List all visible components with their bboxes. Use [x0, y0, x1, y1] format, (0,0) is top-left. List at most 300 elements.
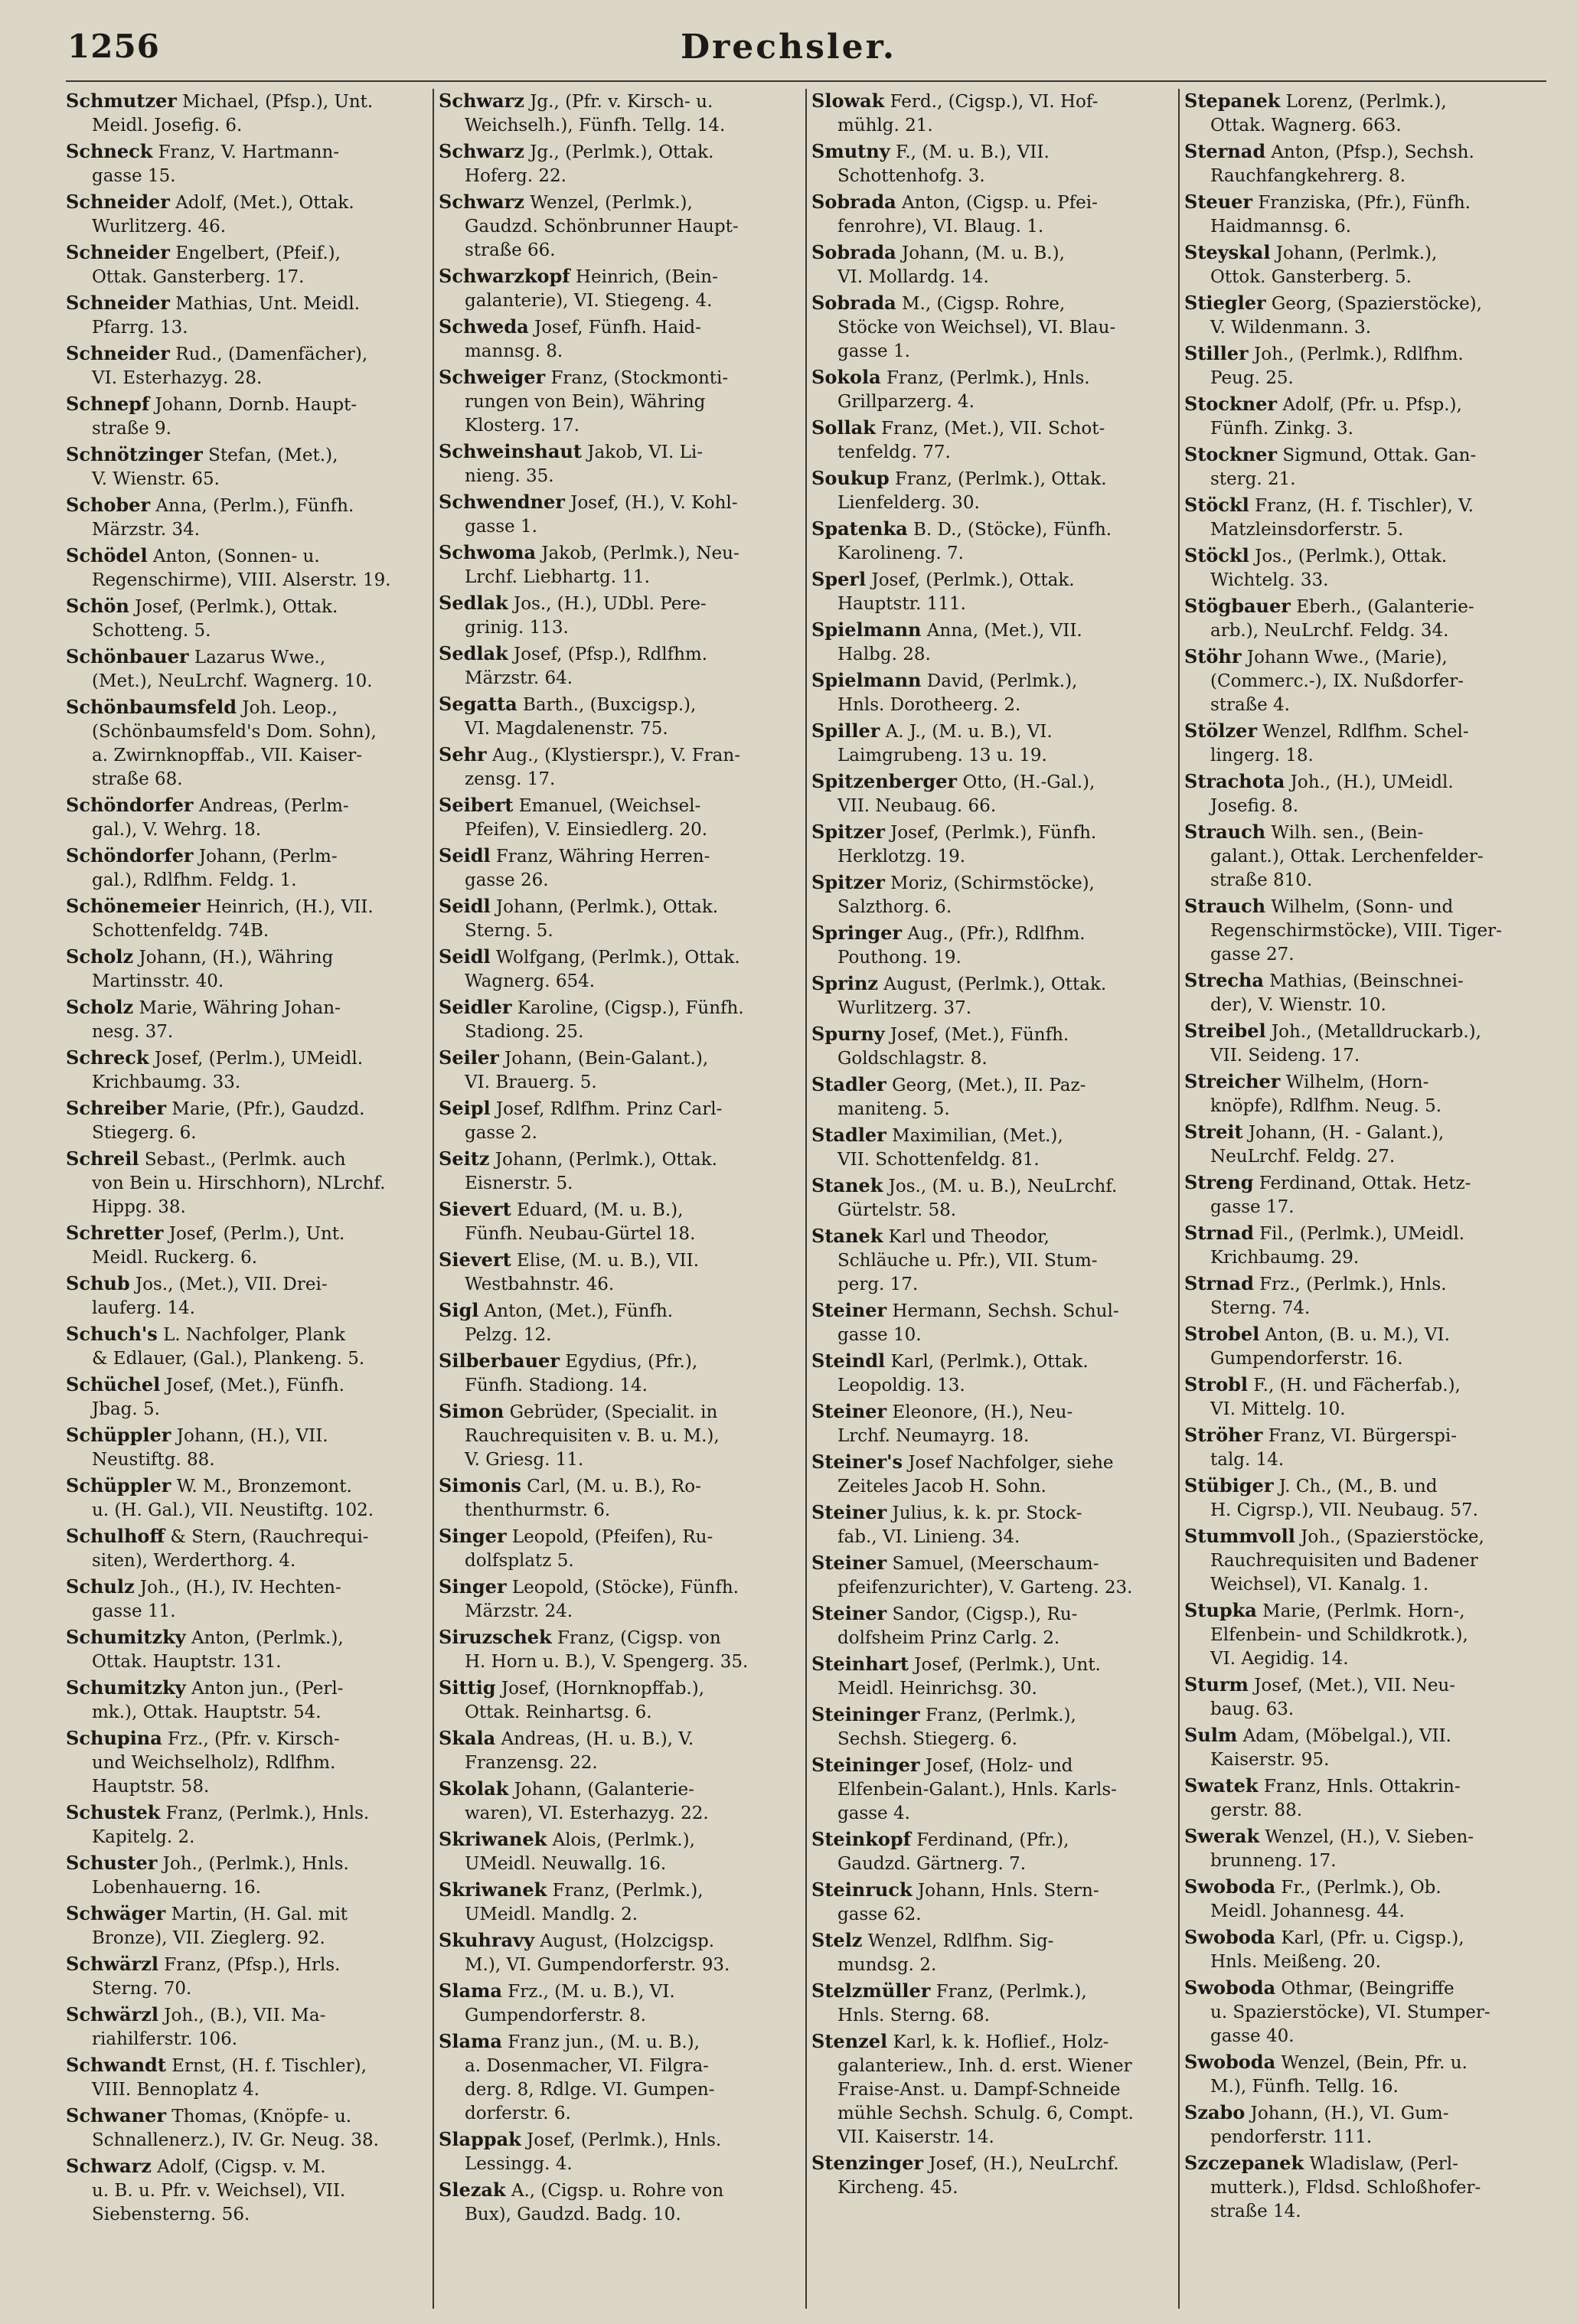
entry-details: Wenzel, (H.), V. Sieben- brunneng. 17.: [1210, 1827, 1474, 1871]
directory-entry: [439, 1827, 800, 1876]
entry-surname: Stöckl: [1184, 544, 1249, 566]
entry-surname: Schödel: [66, 544, 148, 566]
entry-surname: Swoboda: [1184, 1976, 1276, 1999]
entry-details: Franz, (Perlmk.), Hnls. Kapitelg. 2.: [92, 1803, 370, 1847]
entry-details: Johann, (Perlmk.), Ottak. Eisnerstr. 5.: [465, 1150, 717, 1193]
header-rule: [66, 80, 1546, 82]
directory-entry: [811, 1022, 1173, 1071]
directory-entry: [811, 2151, 1173, 2200]
directory-entry: [811, 1551, 1173, 1600]
entry-surname: Schwarz: [439, 140, 524, 162]
directory-entry: [811, 190, 1173, 239]
entry-surname: Seidl: [439, 895, 491, 917]
entry-surname: Segatta: [439, 693, 518, 715]
entry-details: Franz, V. Hartmann- gasse 15.: [92, 142, 340, 186]
directory-entry: [439, 2029, 800, 2126]
directory-entry: [66, 2053, 427, 2102]
directory-entry: [1184, 139, 1546, 188]
entry-details: F., (H. und Fächerfab.), VI. Mittelg. 10.: [1210, 1376, 1461, 1419]
entry-details: M., (Cigsp. Rohre, Stöcke von Weichsel), VI. Blau- gasse 1.: [837, 294, 1116, 361]
entry-details: Johann, (H. - Galant.), NeuLrchf. Feldg. 27.: [1210, 1123, 1445, 1167]
entry-details: Anton, (Perlmk.), Ottak. Hauptstr. 131.: [92, 1628, 344, 1672]
directory-entry: [439, 995, 800, 1044]
directory-entry: [66, 2154, 427, 2227]
directory-entry: [66, 1373, 427, 1421]
entry-surname: Ströher: [1184, 1424, 1263, 1446]
entry-details: Jos., (M. u. B.), NeuLrchf. Gürtelstr. 58.: [837, 1177, 1118, 1220]
directory-entry: [1184, 1069, 1546, 1118]
entry-surname: Steinruck: [811, 1878, 913, 1901]
entry-details: Joh., (H.), IV. Hechten- gasse 11.: [92, 1578, 341, 1621]
directory-entry: [66, 1322, 427, 1371]
entry-surname: Szabo: [1184, 2101, 1246, 2123]
directory-entry: [811, 240, 1173, 289]
directory-entry: [811, 1928, 1173, 1977]
entry-details: Rud., (Damenfächer), VI. Esterhazyg. 28.: [92, 344, 368, 388]
entry-details: Hermann, Sechsh. Schul- gasse 10.: [837, 1301, 1119, 1345]
entry-surname: Steiner: [811, 1602, 887, 1624]
entry-surname: Singer: [439, 1525, 507, 1547]
entry-surname: Soukup: [811, 467, 890, 489]
entry-details: Ferdinand, (Pfr.), Gaudzd. Gärtnerg. 7.: [837, 1830, 1069, 1874]
entry-details: A. J., (M. u. B.), VI. Laimgrubeng. 13 u. 19.: [837, 722, 1053, 765]
entry-surname: Simonis: [439, 1474, 521, 1497]
entry-details: Maximilian, (Met.), VII. Schottenfeldg. 81.: [837, 1126, 1063, 1170]
entry-surname: Schwendner: [439, 491, 565, 513]
directory-entry: [66, 392, 427, 441]
entry-surname: Sobrada: [811, 292, 896, 314]
entry-surname: Skolak: [439, 1777, 509, 1800]
entry-surname: Skriwanek: [439, 1878, 547, 1901]
directory-entry: [439, 264, 800, 313]
entry-details: Wenzel, (Bein, Pfr. u. M.), Fünfh. Tellg. 16.: [1210, 2053, 1468, 2097]
directory-entry: [66, 645, 427, 694]
entry-details: Wilhelm, (Horn- knöpfe), Rdlfhm. Neug. 5.: [1210, 1072, 1442, 1116]
directory-entry: [1184, 1524, 1546, 1597]
entry-details: Michael, (Pfsp.), Unt. Meidl. Josefig. 6.: [92, 92, 374, 135]
entry-surname: Spitzer: [811, 821, 885, 843]
entry-details: Jakob, (Perlmk.), Neu- Lrchf. Liebhartg. 11.: [465, 543, 740, 587]
entry-surname: Schöndorfer: [66, 844, 194, 867]
entry-details: Adam, (Möbelgal.), VII. Kaiserstr. 95.: [1210, 1726, 1451, 1770]
directory-entry: [439, 540, 800, 589]
entry-surname: Schumitzky: [66, 1676, 186, 1699]
entry-details: Karl, (Pfr. u. Cigsp.), Hnls. Meißeng. 20.: [1210, 1928, 1464, 1972]
entry-details: Ferdinand, Ottak. Hetz- gasse 17.: [1210, 1173, 1471, 1217]
entry-details: Adolf, (Met.), Ottak. Wurlitzerg. 46.: [92, 193, 354, 237]
entry-details: Lazarus Wwe., (Met.), NeuLrchf. Wagnerg. 10.: [92, 648, 373, 691]
entry-details: Fil., (Perlmk.), UMeidl. Krichbaumg. 29.: [1210, 1224, 1465, 1268]
directory-entry: [811, 1450, 1173, 1499]
directory-entry: [66, 1952, 427, 2001]
entry-surname: Sprinz: [811, 972, 878, 994]
directory-entry: [1184, 1824, 1546, 1873]
entry-details: Johann, (Bein-Galant.), VI. Brauerg. 5.: [465, 1049, 709, 1092]
entry-surname: Seidl: [439, 945, 491, 968]
entry-details: Karl, (Perlmk.), Ottak. Leopoldig. 13.: [837, 1352, 1089, 1395]
directory-entry: [1184, 1598, 1546, 1671]
directory-entry: [439, 1928, 800, 1977]
entry-surname: Skala: [439, 1727, 496, 1749]
entry-surname: Stenzel: [811, 2030, 888, 2052]
entry-details: Franz, (Cigsp. von H. Horn u. B.), V. Spengerg. 35.: [465, 1628, 749, 1672]
directory-entry: [1184, 392, 1546, 441]
entry-details: Jg., (Pfr. v. Kirsch- u. Weichselh.), Fünfh. Tellg. 14.: [465, 92, 726, 135]
column-3: [811, 89, 1173, 2202]
entry-surname: Sobrada: [811, 191, 896, 213]
entry-details: Josef, (Met.), Fünfh. Jbag. 5.: [92, 1376, 344, 1419]
entry-details: Joh., (Perlmk.), Hnls. Lobenhauerng. 16.: [92, 1854, 349, 1898]
entry-details: Josef, (Perlmk.), Ottak. Hauptstr. 111.: [837, 570, 1075, 614]
entry-surname: Sedlak: [439, 642, 508, 664]
entry-surname: Spielmann: [811, 669, 922, 691]
entry-surname: Schweinshaut: [439, 440, 582, 462]
directory-entry: [1184, 894, 1546, 967]
entry-surname: Seidl: [439, 844, 491, 867]
entry-details: Anton, (B. u. M.), VI. Gumpendorferstr. 16.: [1210, 1325, 1450, 1369]
entry-details: Josef, (Hornknopffab.), Ottak. Reinhartsg. 6.: [465, 1679, 705, 1722]
entry-details: Karl und Theodor, Schläuche u. Pfr.), VII. Stum- perg. 17.: [837, 1227, 1098, 1294]
entry-details: Martin, (H. Gal. mit Bronze), VII. Zieglerg. 92.: [92, 1905, 348, 1948]
directory-entry: [1184, 2151, 1546, 2224]
entry-surname: Schweiger: [439, 366, 546, 388]
entry-surname: Steyskal: [1184, 241, 1271, 263]
entry-surname: Strobel: [1184, 1323, 1260, 1345]
directory-entry: [1184, 89, 1546, 138]
directory-entry: [811, 1702, 1173, 1751]
directory-entry: [66, 1726, 427, 1799]
entry-surname: Schwarz: [66, 2155, 152, 2177]
entry-details: Jos., (H.), UDbl. Pere- grinig. 113.: [465, 594, 707, 638]
entry-details: Anna, (Perlm.), Fünfh. Märzstr. 34.: [92, 496, 354, 540]
entry-surname: Schneider: [66, 241, 170, 263]
entry-surname: Sehr: [439, 743, 487, 765]
directory-entry: [66, 1046, 427, 1095]
entry-surname: Sollak: [811, 416, 876, 439]
entry-details: Johann, (M. u. B.), VI. Mollardg. 14.: [837, 243, 1065, 287]
entry-details: Franz, (Pfsp.), Hrls. Sterng. 70.: [92, 1955, 341, 1999]
entry-details: Josef, Rdlfhm. Prinz Carl- gasse 2.: [465, 1099, 723, 1143]
entry-surname: Steinkopf: [811, 1828, 911, 1850]
directory-entry: [1184, 1373, 1546, 1421]
entry-details: Ernst, (H. f. Tischler), VIII. Bennoplatz 4.: [92, 2056, 367, 2100]
page-title: Drechsler.: [680, 28, 897, 67]
entry-surname: Sigl: [439, 1299, 479, 1321]
directory-entry: [811, 668, 1173, 717]
directory-entry: [1184, 2050, 1546, 2099]
directory-entry: [811, 291, 1173, 364]
entry-details: Joh., (B.), VII. Ma- riahilferstr. 106.: [92, 2006, 326, 2049]
entry-surname: Stummvoll: [1184, 1525, 1295, 1547]
entry-details: Wladislaw, (Perl- mutterk.), Fldsd. Schloßhofer- straße 14.: [1210, 2154, 1481, 2221]
entry-details: Franz, (Perlmk.), Sechsh. Stiegerg. 6.: [837, 1705, 1076, 1749]
entry-details: Johann, (H.), VI. Gum- pendorferstr. 111.: [1210, 2104, 1449, 2147]
directory-entry: [1184, 1723, 1546, 1772]
column-divider: [1178, 89, 1180, 2309]
entry-details: Anton, (Met.), Fünfh. Pelzg. 12.: [465, 1301, 674, 1345]
entry-surname: Strachota: [1184, 770, 1285, 792]
directory-entry: [439, 1349, 800, 1398]
directory-entry: [439, 1147, 800, 1196]
entry-surname: Stepanek: [1184, 90, 1281, 112]
entry-surname: Schwärzl: [66, 1953, 158, 1975]
entry-surname: Streit: [1184, 1121, 1243, 1143]
entry-surname: Streibel: [1184, 1020, 1266, 1042]
entry-surname: Schwäger: [66, 1902, 166, 1924]
directory-entry: [811, 517, 1173, 566]
entry-surname: Scholz: [66, 945, 134, 968]
entry-surname: Singer: [439, 1575, 507, 1598]
entry-details: Engelbert, (Pfeif.), Ottak. Gansterberg. 17.: [92, 243, 341, 287]
directory-entry: [1184, 341, 1546, 390]
directory-entry: [1184, 1120, 1546, 1169]
entry-surname: Schüppler: [66, 1424, 171, 1446]
entry-surname: Seitz: [439, 1147, 490, 1170]
entry-surname: Slama: [439, 1980, 502, 2002]
directory-entry: [1184, 1019, 1546, 1068]
directory-entry: [439, 490, 800, 539]
entry-surname: Schreck: [66, 1046, 149, 1069]
entry-details: Eduard, (M. u. B.), Fünfh. Neubau-Gürtel 18.: [465, 1200, 696, 1244]
directory-entry: [66, 1625, 427, 1674]
entry-details: Heinrich, (Bein- galanterie), VI. Stiegeng. 4.: [465, 267, 718, 311]
entry-surname: Strauch: [1184, 895, 1266, 917]
entry-surname: Schneider: [66, 191, 170, 213]
directory-entry: [1184, 190, 1546, 239]
entry-surname: Swatek: [1184, 1774, 1259, 1797]
entry-surname: Steiner: [811, 1400, 887, 1422]
entry-details: Leopold, (Stöcke), Fünfh. Märzstr. 24.: [465, 1578, 739, 1621]
directory-entry: [811, 820, 1173, 869]
entry-details: Eberh., (Galanterie- arb.), NeuLrchf. Feldg. 34.: [1210, 597, 1474, 641]
entry-details: B. D., (Stöcke), Fünfh. Karolineng. 7.: [837, 520, 1112, 563]
directory-entry: [811, 719, 1173, 768]
directory-entry: [1184, 1925, 1546, 1974]
entry-surname: Schön: [66, 595, 129, 617]
entry-details: Joh., (Perlmk.), Rdlfhm. Peug. 25.: [1210, 344, 1464, 388]
entry-details: Fr., (Perlmk.), Ob. Meidl. Johannesg. 44.: [1210, 1878, 1442, 1921]
entry-surname: Schulhoff: [66, 1525, 165, 1547]
entry-surname: Schreil: [66, 1147, 139, 1170]
entry-surname: Stockner: [1184, 443, 1278, 465]
entry-details: Alois, (Perlmk.), UMeidl. Neuwallg. 16.: [465, 1830, 695, 1874]
entry-surname: Sperl: [811, 568, 867, 590]
directory-entry: [66, 139, 427, 188]
directory-entry: [811, 1979, 1173, 2028]
entry-surname: Swoboda: [1184, 1926, 1276, 1948]
directory-entry: [439, 1676, 800, 1725]
directory-entry: [66, 594, 427, 643]
entry-surname: Swoboda: [1184, 2051, 1276, 2073]
entry-surname: Steiner: [811, 1501, 887, 1523]
entry-details: Jos., (Perlmk.), Ottak. Wichtelg. 33.: [1210, 547, 1448, 590]
entry-surname: Schwoma: [439, 541, 537, 563]
entry-surname: Steiner's: [811, 1451, 903, 1473]
directory-entry: [1184, 240, 1546, 289]
directory-entry: [1184, 543, 1546, 592]
directory-entry: [66, 341, 427, 390]
entry-details: Franz, (Perlmk.), Ottak. Lienfelderg. 30.: [837, 469, 1107, 513]
entry-details: Joh. Leop., (Schönbaumsfeld's Dom. Sohn), a. Zwirnknopffab., VII. Kaiser- straße 68.: [92, 698, 377, 789]
directory-entry: [66, 291, 427, 340]
page-number: 1256: [67, 28, 160, 65]
entry-surname: Sulm: [1184, 1724, 1238, 1746]
entry-details: Johann, (Perlmk.), Ottak. Sterng. 5.: [465, 897, 719, 941]
entry-surname: Schwaner: [66, 2104, 166, 2127]
entry-details: J. Ch., (M., B. und H. Cigrsp.), VII. Neubaug. 57.: [1210, 1477, 1478, 1520]
entry-surname: Schwarz: [439, 191, 524, 213]
entry-surname: Seipl: [439, 1097, 491, 1119]
entry-surname: Siruzschek: [439, 1626, 552, 1648]
entry-surname: Springer: [811, 922, 903, 944]
directory-entry: [811, 1753, 1173, 1826]
directory-entry: [811, 89, 1173, 138]
entry-details: Anton, (Cigsp. u. Pfei- fenrohre), VI. Blaug. 1.: [837, 193, 1098, 237]
directory-entry: [1184, 442, 1546, 491]
directory-entry: [66, 190, 427, 239]
entry-details: Josef, (Met.), Fünfh. Goldschlagstr. 8.: [837, 1025, 1069, 1069]
directory-entry: [811, 921, 1173, 970]
entry-surname: Sturm: [1184, 1673, 1249, 1696]
entry-details: Josef, (Perlm.), Unt. Meidl. Ruckerg. 6.: [92, 1224, 345, 1268]
directory-entry: [439, 139, 800, 188]
directory-entry: [66, 2002, 427, 2051]
directory-entry: [811, 1298, 1173, 1347]
entry-surname: Schulz: [66, 1575, 135, 1598]
entry-surname: Slezak: [439, 2179, 506, 2201]
directory-entry: [811, 1224, 1173, 1297]
entry-surname: Schwarzkopf: [439, 265, 570, 287]
directory-entry: [439, 1979, 800, 2028]
entry-surname: Spitzenberger: [811, 770, 958, 792]
entry-surname: Sokola: [811, 366, 881, 388]
directory-entry: [66, 844, 427, 893]
entry-surname: Schweda: [439, 315, 529, 338]
entry-details: Franz, VI. Bürgerspi- talg. 14.: [1210, 1426, 1457, 1470]
directory-entry: [439, 1575, 800, 1624]
entry-surname: Stölzer: [1184, 720, 1258, 742]
directory-entry: [439, 2178, 800, 2227]
directory-entry: [439, 591, 800, 640]
entry-surname: Skriwanek: [439, 1828, 547, 1850]
entry-details: Sandor, (Cigsp.), Ru- dolfsheim Prinz Carlg. 2.: [837, 1604, 1078, 1648]
entry-details: Georg, (Spazierstöcke), V. Wildenmann. 3.: [1210, 294, 1482, 338]
directory-entry: [439, 1524, 800, 1573]
entry-details: Frz., (Pfr. v. Kirsch- und Weichselholz), Rdlfhm. Hauptstr. 58.: [92, 1729, 340, 1797]
directory-entry: [1184, 493, 1546, 542]
directory-entry: [66, 1271, 427, 1320]
entry-surname: Silberbauer: [439, 1350, 560, 1372]
entry-surname: Stöckl: [1184, 494, 1249, 516]
entry-surname: Schuster: [66, 1852, 158, 1874]
entry-details: Sigmund, Ottak. Gan- sterg. 21.: [1210, 446, 1477, 489]
directory-entry: [66, 2104, 427, 2153]
directory-entry: [811, 1500, 1173, 1549]
entry-surname: Stupka: [1184, 1599, 1257, 1621]
entry-details: & Stern, (Rauchrequi- siten), Werderthorg. 4.: [92, 1527, 369, 1571]
entry-details: Wenzel, (Perlmk.), Gaudzd. Schönbrunner Haupt- straße 66.: [465, 193, 739, 260]
directory-entry: [439, 1878, 800, 1927]
entry-surname: Slowak: [811, 90, 885, 112]
entry-details: Othmar, (Beingriffe u. Spazierstöcke), VI. Stumper- gasse 40.: [1210, 1979, 1490, 2046]
entry-surname: Schustek: [66, 1801, 161, 1823]
entry-surname: Smutny: [811, 140, 890, 162]
entry-details: Wenzel, Rdlfhm. Schel- lingerg. 18.: [1210, 722, 1469, 765]
entry-details: Joh., (H.), UMeidl. Josefig. 8.: [1210, 772, 1454, 816]
directory-entry: [439, 1096, 800, 1145]
directory-entry: [66, 995, 427, 1044]
entry-surname: Slappak: [439, 2128, 521, 2150]
entry-surname: Stögbauer: [1184, 595, 1291, 617]
entry-details: Mathias, Unt. Meidl. Pfarrg. 13.: [92, 294, 361, 338]
entry-surname: Schober: [66, 494, 151, 516]
entry-details: Ferd., (Cigsp.), VI. Hof- mühlg. 21.: [837, 92, 1099, 135]
entry-surname: Steininger: [811, 1703, 920, 1725]
entry-details: W. M., Bronzemont. u. (H. Gal.), VII. Neustiftg. 102.: [92, 1477, 374, 1520]
entry-surname: Sobrada: [811, 241, 896, 263]
entry-details: Karl, k. k. Hoflief., Holz- galanteriew., Inh. d. erst. Wiener Fraise-Anst. u. Dampf-Schneide mühle Sechsh. Schulg. 6, Compt. VII. Kaiserstr. 14.: [837, 2032, 1134, 2147]
directory-entry: [811, 1173, 1173, 1222]
entry-details: Franz, (H. f. Tischler), V. Matzleinsdorferstr. 5.: [1210, 496, 1474, 540]
directory-entry: [439, 793, 800, 842]
directory-entry: [66, 89, 427, 138]
entry-details: Franz, Hnls. Ottakrin- gerstr. 88.: [1210, 1777, 1461, 1820]
entry-surname: Sittig: [439, 1676, 496, 1699]
column-divider: [433, 89, 434, 2309]
entry-details: Johann, (Galanterie- waren), VI. Esterhazyg. 22.: [465, 1780, 709, 1823]
entry-details: Anton jun., (Perl- mk.), Ottak. Hauptstr. 54.: [92, 1679, 344, 1722]
entry-surname: Spitzer: [811, 871, 885, 893]
directory-entry: [1184, 719, 1546, 768]
entry-details: August, (Holzcigsp. M.), VI. Gumpendorferstr. 93.: [465, 1931, 730, 1975]
directory-entry: [439, 1399, 800, 1472]
entry-surname: Stockner: [1184, 393, 1278, 415]
directory-entry: [1184, 1673, 1546, 1722]
entry-details: Franz jun., (M. u. B.), a. Dosenmacher, VI. Filgra- derg. 8, Rdlge. VI. Gumpen- dorferstr. 6.: [465, 2032, 715, 2123]
entry-details: Joh., (Spazierstöcke, Rauchrequisiten und Badener Weichsel), VI. Kanalg. 1.: [1210, 1527, 1484, 1594]
entry-details: Johann, (H.), Währing Martinsstr. 40.: [92, 948, 334, 991]
directory-entry: [439, 692, 800, 741]
entry-details: Josef, (H.), NeuLrchf. Kircheng. 45.: [837, 2154, 1119, 2198]
directory-entry: [439, 190, 800, 263]
directory-entry: [811, 1878, 1173, 1927]
directory-entry: [811, 416, 1173, 465]
entry-details: Georg, (Met.), II. Paz- maniteng. 5.: [837, 1076, 1086, 1119]
entry-details: Wenzel, Rdlfhm. Sig- mundsg. 2.: [837, 1931, 1054, 1975]
directory-entry: [811, 1123, 1173, 1172]
entry-surname: Stelzmüller: [811, 1980, 931, 2002]
directory-entry: [439, 844, 800, 893]
entry-details: August, (Perlmk.), Ottak. Wurlitzerg. 37.: [837, 974, 1107, 1018]
entry-details: Emanuel, (Weichsel- Pfeifen), V. Einsiedlerg. 20.: [465, 796, 708, 840]
entry-surname: Stelz: [811, 1929, 863, 1951]
entry-details: Jg., (Perlmk.), Ottak. Hoferg. 22.: [465, 142, 714, 186]
directory-entry: [66, 1474, 427, 1523]
entry-surname: Schneider: [66, 292, 170, 314]
entry-details: Jakob, VI. Li- nieng. 35.: [465, 442, 704, 486]
entry-surname: Schnötzinger: [66, 443, 203, 465]
directory-entry: [439, 315, 800, 364]
directory-entry: [1184, 594, 1546, 643]
directory-entry: [1184, 291, 1546, 340]
entry-surname: Schönbauer: [66, 645, 189, 667]
entry-details: Wilh. sen., (Bein- galant.), Ottak. Lerchenfelder- straße 810.: [1210, 823, 1484, 890]
entry-surname: Stiller: [1184, 342, 1249, 364]
entry-surname: Stanek: [811, 1225, 883, 1247]
entry-surname: Schüppler: [66, 1474, 171, 1497]
directory-entry: [66, 793, 427, 842]
directory-entry: [1184, 1875, 1546, 1924]
